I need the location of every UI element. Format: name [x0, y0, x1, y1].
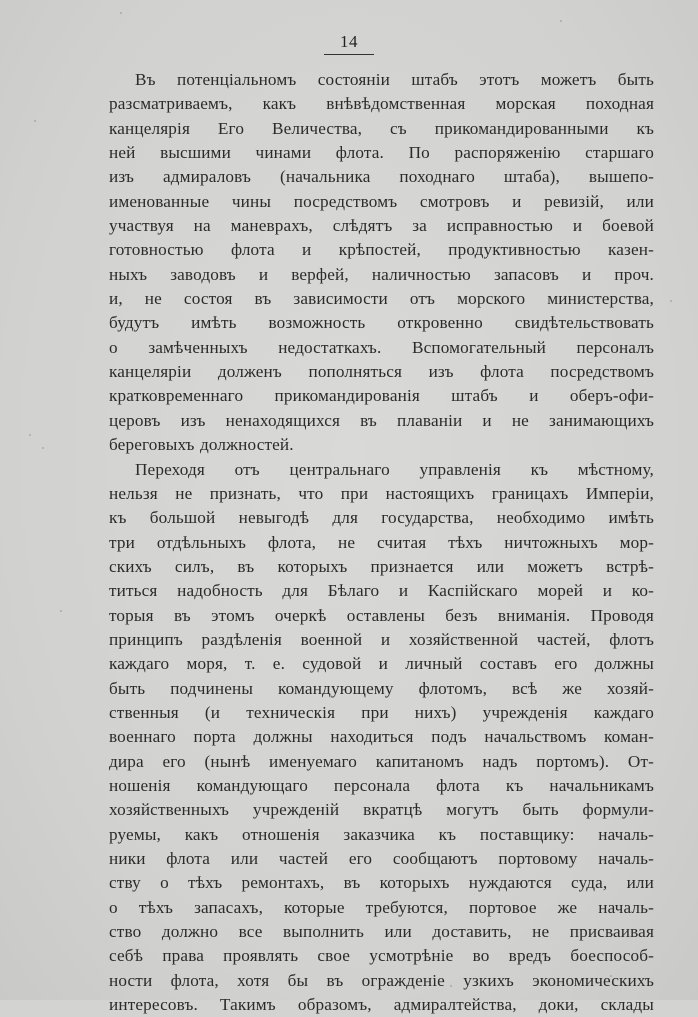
text-line: и, не состоя въ зависимости отъ морского министерства,: [109, 287, 654, 311]
paragraph-1: [109, 68, 654, 458]
text-line: именованные чины посредствомъ смотровъ и ревизій, или: [109, 190, 654, 214]
text-line: береговыхъ должностей.: [109, 433, 654, 457]
page-number: 14: [0, 32, 698, 52]
text-line: будутъ имѣть возможность откровенно свидѣтельствовать: [109, 311, 654, 335]
text-line: руемы, какъ отношенія заказчика къ поставщику: началь-: [109, 823, 654, 847]
text-line: ственныя (и техническія при нихъ) учрежденія каждаго: [109, 701, 654, 725]
text-line: разсматриваемъ, какъ внѣвѣдомственная морская походная: [109, 92, 654, 116]
text-line: ники флота или частей его сообщаютъ портовому началь-: [109, 847, 654, 871]
text-line: ныхъ заводовъ и верфей, наличностью запасовъ и проч.: [109, 263, 654, 287]
paper-speck: [120, 12, 122, 14]
paper-speck: [29, 434, 31, 436]
text-line: готовностью флота и крѣпостей, продуктивностью казен-: [109, 238, 654, 262]
text-line: ству о тѣхъ ремонтахъ, въ которыхъ нуждаются суда, или: [109, 871, 654, 895]
text-line: о тѣхъ запасахъ, которые требуются, портовое же началь-: [109, 896, 654, 920]
text-line: дира его (нынѣ именуемаго капитаномъ надъ портомъ). От-: [109, 750, 654, 774]
paragraph-2: [109, 458, 654, 1017]
text-line: ношенія командующаго персонала флота къ начальникамъ: [109, 774, 654, 798]
text-line: быть подчинены командующему флотомъ, всѣ же хозяй-: [109, 677, 654, 701]
text-line: хозяйственныхъ учрежденій вкратцѣ могутъ быть формули-: [109, 798, 654, 822]
text-line: Переходя отъ центральнаго управленія къ мѣстному,: [109, 458, 654, 482]
text-line: торыя въ этомъ очеркѣ оставлены безъ вниманія. Проводя: [109, 604, 654, 628]
text-line: ство должно все выполнить или доставить, не присваивая: [109, 920, 654, 944]
text-line: три отдѣльныхъ флота, не считая тѣхъ ничтожныхъ мор-: [109, 531, 654, 555]
text-line: канцеляріи долженъ пополняться изъ флота посредствомъ: [109, 360, 654, 384]
paper-speck: [34, 120, 36, 122]
paper-speck: [560, 20, 562, 22]
text-line: ности флота, хотя бы въ огражденіе узкихъ экономическихъ: [109, 969, 654, 993]
text-line: принципъ раздѣленія военной и хозяйственной частей, флотъ: [109, 628, 654, 652]
body-text: [109, 68, 654, 1017]
text-line: нельзя не признать, что при настоящихъ границахъ Имперіи,: [109, 482, 654, 506]
paper-speck: [60, 610, 62, 612]
text-line: о замѣченныхъ недостаткахъ. Вспомогательный персоналъ: [109, 336, 654, 360]
page-number-rule: [324, 54, 374, 55]
text-line: каждаго моря, т. е. судовой и личный составъ его должны: [109, 652, 654, 676]
text-line: себѣ права проявлять свое усмотрѣніе во вредъ боеспособ-: [109, 944, 654, 968]
text-line: Въ потенціальномъ состояніи штабъ этотъ можетъ быть: [109, 68, 654, 92]
text-line: ней высшими чинами флота. По распоряженію старшаго: [109, 141, 654, 165]
text-line: титься надобность для Бѣлаго и Каспійскаго морей и ко-: [109, 579, 654, 603]
text-line: къ большой невыгодѣ для государства, необходимо имѣть: [109, 506, 654, 530]
paper-speck: [42, 447, 44, 449]
text-line: интересовъ. Такимъ образомъ, адмиралтейства, доки, склады: [109, 993, 654, 1017]
text-line: церовъ изъ ненаходящихся въ плаваніи и не занимающихъ: [109, 409, 654, 433]
text-line: кратковременнаго прикомандированія штабъ и оберъ-офи-: [109, 384, 654, 408]
text-line: военнаго порта должны находиться подъ начальствомъ коман-: [109, 725, 654, 749]
text-line: скихъ силъ, въ которыхъ признается или можетъ встрѣ-: [109, 555, 654, 579]
text-line: канцелярія Его Величества, съ прикомандированными къ: [109, 117, 654, 141]
text-line: участвуя на маневрахъ, слѣдятъ за исправностью и боевой: [109, 214, 654, 238]
text-line: изъ адмираловъ (начальника походнаго штаба), вышепо-: [109, 165, 654, 189]
paper-speck: [670, 300, 672, 302]
